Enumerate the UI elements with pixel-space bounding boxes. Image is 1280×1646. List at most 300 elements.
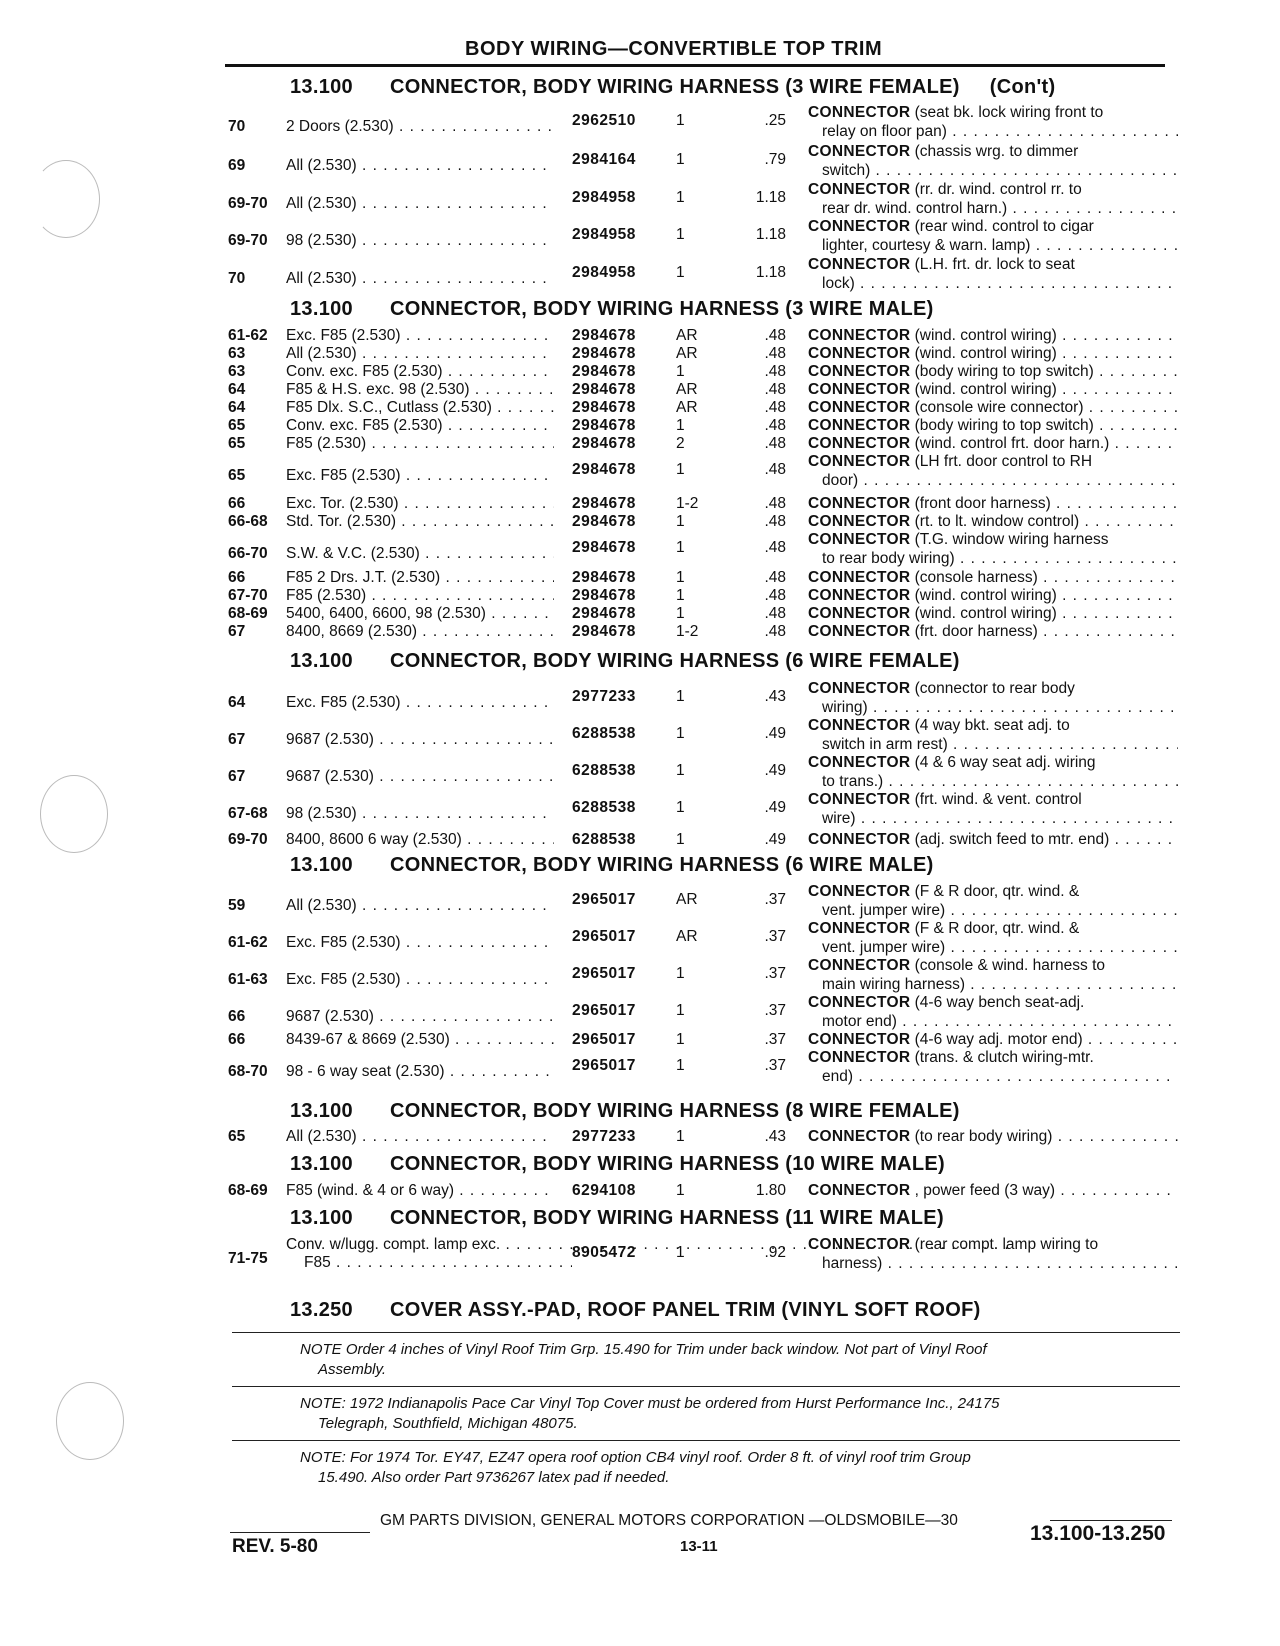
model-years: 70 — [228, 118, 246, 135]
part-row — [228, 363, 1178, 382]
part-number: 2984678 — [572, 381, 636, 398]
quantity: AR — [676, 891, 698, 908]
model-years: 64 — [228, 381, 246, 398]
price: .49 — [764, 799, 786, 816]
description-text: (frt. wind. & vent. control — [914, 791, 1082, 808]
section-continued-label: (Con't) — [989, 76, 1056, 98]
part-row — [228, 605, 1178, 624]
application: 9687 (2.530) . . . — [286, 768, 554, 786]
connector-word: CONNECTOR — [808, 957, 911, 974]
note-text-continued: Assembly. — [318, 1361, 387, 1378]
price: .48 — [764, 327, 786, 344]
part-number: 2984958 — [572, 189, 636, 206]
description — [808, 680, 1075, 698]
price: 1.18 — [755, 264, 786, 281]
note — [300, 1448, 1160, 1488]
part-row — [228, 327, 1178, 346]
punch-hole-top — [32, 160, 100, 238]
description-continued: door) . . . — [822, 472, 1178, 490]
quantity: 1 — [676, 226, 685, 243]
quantity: AR — [676, 345, 698, 362]
part-number: 2984678 — [572, 435, 636, 452]
price: .49 — [764, 831, 786, 848]
model-years: 61-62 — [228, 934, 268, 951]
part-row — [228, 218, 1178, 258]
model-years: 68-69 — [228, 605, 268, 622]
part-number: 2965017 — [572, 1002, 636, 1019]
part-number: 2984164 — [572, 151, 636, 168]
model-years: 68-69 — [228, 1182, 268, 1199]
connector-word: CONNECTOR — [808, 623, 911, 640]
application: All (2.530) . . . — [286, 1128, 554, 1146]
price: .25 — [764, 112, 786, 129]
part-row — [228, 831, 1178, 850]
application: 9687 (2.530) . . . — [286, 731, 554, 749]
section-heading — [290, 298, 934, 321]
description — [808, 453, 1092, 471]
part-number: 2962510 — [572, 112, 636, 129]
quantity: 1 — [676, 417, 685, 434]
price: .48 — [764, 363, 786, 380]
description — [808, 495, 1178, 513]
note — [300, 1340, 1160, 1380]
application: 9687 (2.530) . . . — [286, 1008, 554, 1026]
part-number: 6288538 — [572, 799, 636, 816]
connector-word: CONNECTOR — [808, 531, 911, 548]
description-continued: motor end) . . . — [822, 1013, 1178, 1031]
model-years: 68-70 — [228, 1063, 268, 1080]
price: .37 — [764, 928, 786, 945]
connector-word: CONNECTOR — [808, 104, 911, 121]
note-rule — [232, 1440, 1180, 1441]
connector-word: CONNECTOR — [808, 1236, 911, 1253]
description — [808, 1049, 1094, 1067]
part-number: 2984678 — [572, 327, 636, 344]
model-years: 67-70 — [228, 587, 268, 604]
description-text: (4-6 way bench seat-adj. — [914, 994, 1085, 1011]
quantity: 1 — [676, 587, 685, 604]
part-row — [228, 791, 1178, 831]
price: .43 — [764, 688, 786, 705]
description-text: (F & R door, qtr. wind. & — [914, 920, 1080, 937]
description — [808, 417, 1178, 435]
part-row — [228, 920, 1178, 960]
part-row — [228, 381, 1178, 400]
quantity: AR — [676, 327, 698, 344]
quantity: 1 — [676, 513, 685, 530]
model-years: 66-70 — [228, 545, 268, 562]
description — [808, 218, 1094, 236]
price: .37 — [764, 965, 786, 982]
section-title: CONNECTOR, BODY WIRING HARNESS (11 WIRE MALE) — [390, 1207, 944, 1229]
part-row — [228, 1236, 1178, 1276]
price: .49 — [764, 762, 786, 779]
footer-page-number: 13-11 — [680, 1538, 718, 1555]
quantity: 1 — [676, 605, 685, 622]
price: .48 — [764, 345, 786, 362]
footer-rule-right — [1050, 1520, 1172, 1521]
model-years: 69-70 — [228, 831, 268, 848]
description-text: (to rear body wiring) — [914, 1128, 1053, 1145]
part-row — [228, 453, 1178, 493]
part-number: 2965017 — [572, 1031, 636, 1048]
part-number: 2984958 — [572, 226, 636, 243]
description-text: (seat bk. lock wiring front to — [914, 104, 1104, 121]
footer-group-range: 13.100-13.250 — [1030, 1522, 1166, 1545]
part-row — [228, 345, 1178, 364]
model-years: 61-62 — [228, 327, 268, 344]
price: .79 — [764, 151, 786, 168]
description-text: (F & R door, qtr. wind. & — [914, 883, 1080, 900]
section-number: 13.250 — [290, 1299, 353, 1321]
model-years: 66 — [228, 1008, 246, 1025]
application: All (2.530) . . . — [286, 345, 554, 363]
part-row — [228, 256, 1178, 296]
description-continued: end) . . . — [822, 1068, 1178, 1086]
model-years: 65 — [228, 417, 246, 434]
description-text: (T.G. window wiring harness — [914, 531, 1109, 548]
quantity: 1 — [676, 965, 685, 982]
part-row — [228, 717, 1178, 757]
model-years: 63 — [228, 345, 246, 362]
part-number: 2965017 — [572, 891, 636, 908]
application: Exc. F85 (2.530) . . . — [286, 467, 554, 485]
part-number: 2984678 — [572, 539, 636, 556]
quantity: AR — [676, 928, 698, 945]
note-text: NOTE: For 1974 Tor. EY47, EZ47 opera roof option CB4 vinyl roof. Order 8 ft. of vinyl roof trim Group — [300, 1449, 971, 1466]
description-text: (wind. control frt. door harn.) — [914, 435, 1110, 452]
price: .37 — [764, 1031, 786, 1048]
connector-word: CONNECTOR — [808, 453, 911, 470]
model-years: 63 — [228, 363, 246, 380]
description — [808, 363, 1178, 381]
model-years: 65 — [228, 1128, 246, 1145]
note-text-continued: Telegraph, Southfield, Michigan 48075. — [318, 1415, 578, 1432]
application: All (2.530) . . . — [286, 195, 554, 213]
model-years: 66-68 — [228, 513, 268, 530]
quantity: 1 — [676, 725, 685, 742]
connector-word: CONNECTOR — [808, 1182, 911, 1199]
quantity: 1 — [676, 461, 685, 478]
connector-word: CONNECTOR — [808, 345, 911, 362]
model-years: 64 — [228, 694, 246, 711]
description-text: (rr. dr. wind. control rr. to — [914, 181, 1082, 198]
note-rule — [232, 1386, 1180, 1387]
description-text: , power feed (3 way) — [914, 1182, 1056, 1199]
description-text: (console wire connector) — [914, 399, 1084, 416]
quantity: 1 — [676, 569, 685, 586]
connector-word: CONNECTOR — [808, 831, 911, 848]
model-years: 67-68 — [228, 805, 268, 822]
description-continued: to rear body wiring) . . . — [822, 550, 1178, 568]
description-text: (wind. control wiring) — [914, 345, 1057, 362]
price: .49 — [764, 725, 786, 742]
description-text: (wind. control wiring) — [914, 327, 1057, 344]
description-text: (adj. switch feed to mtr. end) — [914, 831, 1110, 848]
application: Exc. F85 (2.530) . . . — [286, 934, 554, 952]
description — [808, 994, 1084, 1012]
description — [808, 143, 1078, 161]
description-continued: harness) . . . — [822, 1255, 1178, 1273]
description-continued: to trans.) . . . — [822, 773, 1178, 791]
application: Exc. F85 (2.530) . . . — [286, 971, 554, 989]
description — [808, 1236, 1098, 1254]
connector-word: CONNECTOR — [808, 218, 911, 235]
section-title: CONNECTOR, BODY WIRING HARNESS (3 WIRE FEMALE) — [390, 76, 960, 98]
description — [808, 181, 1082, 199]
price: .37 — [764, 1002, 786, 1019]
description-text: (connector to rear body — [914, 680, 1075, 697]
section-heading — [290, 1299, 981, 1322]
part-number: 2984678 — [572, 623, 636, 640]
section-number: 13.100 — [290, 1100, 353, 1122]
part-row — [228, 143, 1178, 183]
description-continued: switch) . . . — [822, 162, 1178, 180]
quantity: 1 — [676, 363, 685, 380]
description — [808, 883, 1079, 901]
application: Std. Tor. (2.530) . . . — [286, 513, 554, 531]
price: .37 — [764, 1057, 786, 1074]
part-row — [228, 587, 1178, 606]
part-row — [228, 1031, 1178, 1050]
quantity: 1 — [676, 688, 685, 705]
model-years: 66 — [228, 495, 246, 512]
quantity: 1 — [676, 539, 685, 556]
description — [808, 104, 1103, 122]
connector-word: CONNECTOR — [808, 327, 911, 344]
part-number: 2984678 — [572, 495, 636, 512]
section-title: CONNECTOR, BODY WIRING HARNESS (6 WIRE FEMALE) — [390, 650, 960, 672]
note-text-continued: 15.490. Also order Part 9736267 latex pad if needed. — [318, 1469, 670, 1486]
description — [808, 717, 1070, 735]
section-number: 13.100 — [290, 298, 353, 320]
description-continued: relay on floor pan) . . . — [822, 123, 1178, 141]
application: F85 Dlx. S.C., Cutlass (2.530) . . . — [286, 399, 554, 417]
part-row — [228, 623, 1178, 642]
quantity: 1 — [676, 1031, 685, 1048]
quantity: 2 — [676, 435, 685, 452]
part-row — [228, 417, 1178, 436]
part-row — [228, 1049, 1178, 1089]
part-number: 2984678 — [572, 605, 636, 622]
application: 98 (2.530) . . . — [286, 232, 554, 250]
note-text: NOTE: 1972 Indianapolis Pace Car Vinyl Top Cover must be ordered from Hurst Performance Inc., 24175 — [300, 1395, 1000, 1412]
application: F85 2 Drs. J.T. (2.530) . . . — [286, 569, 554, 587]
price: .48 — [764, 495, 786, 512]
connector-word: CONNECTOR — [808, 569, 911, 586]
part-number: 6288538 — [572, 831, 636, 848]
quantity: 1 — [676, 1128, 685, 1145]
application: Conv. w/lugg. compt. lamp exc. . . . — [286, 1236, 554, 1254]
price: 1.18 — [755, 226, 786, 243]
section-heading — [290, 650, 960, 673]
application: S.W. & V.C. (2.530) . . . — [286, 545, 554, 563]
application: 8400, 8669 (2.530) . . . — [286, 623, 554, 641]
price: .48 — [764, 381, 786, 398]
part-row — [228, 1128, 1178, 1147]
description-continued: vent. jumper wire) . . . — [822, 902, 1178, 920]
description — [808, 957, 1105, 975]
section-number: 13.100 — [290, 650, 353, 672]
connector-word: CONNECTOR — [808, 791, 911, 808]
description-text: (console harness) — [914, 569, 1038, 586]
quantity: 1 — [676, 1057, 685, 1074]
part-number: 2984678 — [572, 417, 636, 434]
connector-word: CONNECTOR — [808, 754, 911, 771]
application: All (2.530) . . . — [286, 157, 554, 175]
model-years: 69-70 — [228, 232, 268, 249]
description — [808, 754, 1096, 772]
description-text: (wind. control wiring) — [914, 587, 1057, 604]
quantity: 1 — [676, 1244, 685, 1261]
part-number: 2965017 — [572, 928, 636, 945]
application: F85 & H.S. exc. 98 (2.530) . . . — [286, 381, 554, 399]
price: .48 — [764, 399, 786, 416]
application: Conv. exc. F85 (2.530) . . . — [286, 417, 554, 435]
part-row — [228, 531, 1178, 571]
part-row — [228, 513, 1178, 532]
part-number: 2977233 — [572, 688, 636, 705]
section-heading — [290, 1100, 960, 1123]
quantity: 1 — [676, 112, 685, 129]
description — [808, 327, 1178, 345]
description-text: (console & wind. harness to — [914, 957, 1106, 974]
price: .48 — [764, 435, 786, 452]
application: 98 (2.530) . . . — [286, 805, 554, 823]
description — [808, 1031, 1178, 1049]
description-text: (chassis wrg. to dimmer — [914, 143, 1079, 160]
section-heading — [290, 76, 1055, 99]
quantity: 1 — [676, 1002, 685, 1019]
description-continued: lighter, courtesy & warn. lamp) . . . — [822, 237, 1178, 255]
quantity: 1 — [676, 264, 685, 281]
application-continued: F85 . . . — [304, 1254, 572, 1272]
description-text: (4 & 6 way seat adj. wiring — [914, 754, 1096, 771]
connector-word: CONNECTOR — [808, 1031, 911, 1048]
part-number: 2965017 — [572, 965, 636, 982]
note-text: NOTE Order 4 inches of Vinyl Roof Trim Grp. 15.490 for Trim under back window. Not part of Vinyl Roof — [300, 1341, 987, 1358]
part-row — [228, 569, 1178, 588]
description-continued: lock) . . . — [822, 275, 1178, 293]
section-number: 13.100 — [290, 76, 353, 98]
price: .48 — [764, 461, 786, 478]
part-number: 2984678 — [572, 461, 636, 478]
connector-word: CONNECTOR — [808, 399, 911, 416]
model-years: 67 — [228, 623, 246, 640]
description-text: (body wiring to top switch) — [914, 363, 1094, 380]
connector-word: CONNECTOR — [808, 994, 911, 1011]
connector-word: CONNECTOR — [808, 717, 911, 734]
description-text: (wind. control wiring) — [914, 381, 1057, 398]
connector-word: CONNECTOR — [808, 605, 911, 622]
application: All (2.530) . . . — [286, 897, 554, 915]
part-number: 2984958 — [572, 264, 636, 281]
part-row — [228, 399, 1178, 418]
quantity: 1 — [676, 762, 685, 779]
application: 98 - 6 way seat (2.530) . . . — [286, 1063, 554, 1081]
footer-rule-left — [230, 1532, 370, 1533]
price: 1.18 — [755, 189, 786, 206]
part-number: 8905472 — [572, 1244, 636, 1261]
price: .48 — [764, 623, 786, 640]
model-years: 65 — [228, 435, 246, 452]
connector-word: CONNECTOR — [808, 143, 911, 160]
description-text: (4-6 way adj. motor end) — [914, 1031, 1083, 1048]
punch-hole-middle — [40, 775, 108, 853]
section-number: 13.100 — [290, 1153, 353, 1175]
part-number: 6288538 — [572, 762, 636, 779]
connector-word: CONNECTOR — [808, 381, 911, 398]
price: .48 — [764, 513, 786, 530]
section-number: 13.100 — [290, 1207, 353, 1229]
model-years: 71-75 — [228, 1250, 268, 1267]
application: F85 (wind. & 4 or 6 way) . . . — [286, 1182, 554, 1200]
application: F85 (2.530) . . . — [286, 435, 554, 453]
description-text: (trans. & clutch wiring-mtr. — [914, 1049, 1094, 1066]
description — [808, 399, 1178, 417]
description-continued: rear dr. wind. control harn.) . . . — [822, 200, 1178, 218]
section-title: CONNECTOR, BODY WIRING HARNESS (8 WIRE FEMALE) — [390, 1100, 960, 1122]
section-title: COVER ASSY.-PAD, ROOF PANEL TRIM (VINYL SOFT ROOF) — [390, 1299, 981, 1321]
model-years: 70 — [228, 270, 246, 287]
page-header — [225, 34, 1165, 67]
model-years: 67 — [228, 768, 246, 785]
part-number: 2984678 — [572, 345, 636, 362]
application: Exc. Tor. (2.530) . . . — [286, 495, 554, 513]
application: F85 (2.530) . . . — [286, 587, 554, 605]
description — [808, 587, 1178, 605]
price: .48 — [764, 417, 786, 434]
description-continued: switch in arm rest) . . . — [822, 736, 1178, 754]
section-title: CONNECTOR, BODY WIRING HARNESS (6 WIRE MALE) — [390, 854, 934, 876]
application: 8439-67 & 8669 (2.530) . . . — [286, 1031, 554, 1049]
section-heading — [290, 854, 934, 877]
connector-word: CONNECTOR — [808, 1049, 911, 1066]
description-continued: main wiring harness) . . . — [822, 976, 1178, 994]
price: 1.80 — [755, 1182, 786, 1199]
section-heading — [290, 1207, 944, 1230]
part-number: 2977233 — [572, 1128, 636, 1145]
note-rule — [232, 1332, 1180, 1333]
description-text: (front door harness) — [914, 495, 1051, 512]
part-row — [228, 754, 1178, 794]
description — [808, 791, 1082, 809]
description-text: (L.H. frt. dr. lock to seat — [914, 256, 1075, 273]
part-number: 2965017 — [572, 1057, 636, 1074]
footer-company: GM PARTS DIVISION, GENERAL MOTORS CORPORATION —OLDSMOBILE—30 — [380, 1512, 958, 1529]
description — [808, 605, 1178, 623]
application: 5400, 6400, 6600, 98 (2.530) . . . — [286, 605, 554, 623]
part-row — [228, 435, 1178, 454]
connector-word: CONNECTOR — [808, 435, 911, 452]
part-number: 2984678 — [572, 513, 636, 530]
part-row — [228, 994, 1178, 1034]
price: .48 — [764, 569, 786, 586]
application: Exc. F85 (2.530) . . . — [286, 327, 554, 345]
connector-word: CONNECTOR — [808, 417, 911, 434]
model-years: 65 — [228, 467, 246, 484]
description — [808, 435, 1178, 453]
connector-word: CONNECTOR — [808, 920, 911, 937]
description-text: (rear wind. control to cigar — [914, 218, 1094, 235]
description — [808, 381, 1178, 399]
model-years: 67 — [228, 731, 246, 748]
description-continued: wire) . . . — [822, 810, 1178, 828]
description-continued: wiring) . . . — [822, 699, 1178, 717]
description-text: (LH frt. door control to RH — [914, 453, 1093, 470]
price: .48 — [764, 587, 786, 604]
description-text: (frt. door harness) — [914, 623, 1038, 640]
